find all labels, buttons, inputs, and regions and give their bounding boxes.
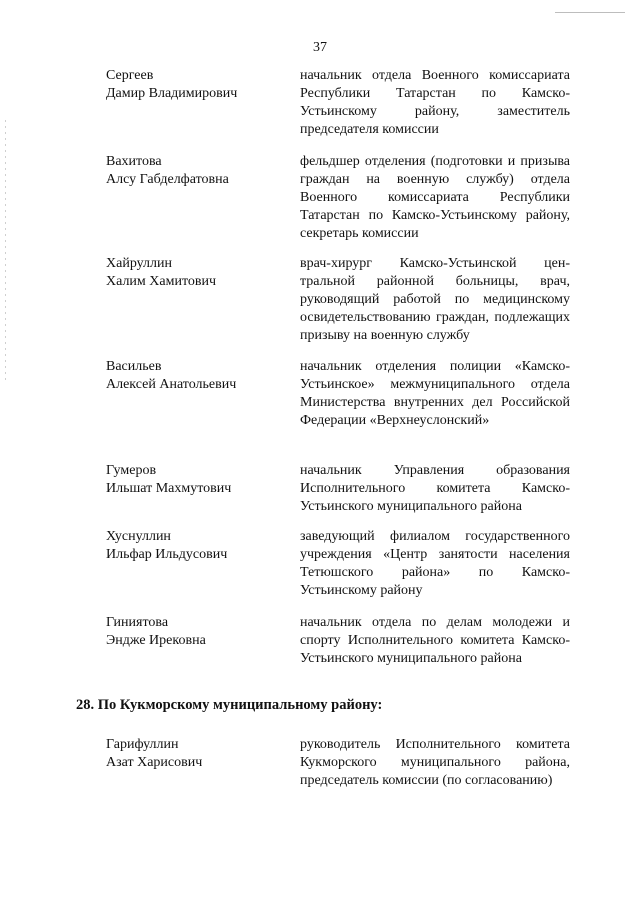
member-role: руководитель Исполнительного комитета Кукморского муниципального района, председатель комиссии (по согласованию) <box>300 737 570 788</box>
member-role: врач-хирург Камско-Устьинской центральной районной больницы, врач, руководящий работой по медицинскому освидетельствованию граждан, подлежащих призыву на военную службу <box>300 256 570 343</box>
section-heading <box>76 696 382 714</box>
member-name <box>106 462 296 498</box>
member-surname: Гарифуллин <box>106 737 179 752</box>
member-name <box>106 736 296 772</box>
member-role: начальник отдела по делам молодежи и спорту Исполнительного комитета Камско-Устьинского муниципального района <box>300 615 570 666</box>
member-role: фельдшер отделения (подготовки и призыва граждан на военную службу) отдела Военного комиссариата Республики Татарстан по Камско-Устьинскому району, секретарь комиссии <box>300 154 570 241</box>
page-number: 37 <box>313 40 327 55</box>
member-given-names: Эндже Ирековна <box>106 633 206 648</box>
member-name <box>106 255 296 291</box>
member-name <box>106 153 296 189</box>
scan-edge-line <box>555 12 625 13</box>
member-surname: Хуснуллин <box>106 529 171 544</box>
member-surname: Хайруллин <box>106 256 172 271</box>
member-given-names: Азат Харисович <box>106 755 203 770</box>
member-role: заведующий филиалом государственного учреждения «Центр занятости населения Тетюшского района» по Камско-Устьинскому району <box>300 529 570 598</box>
member-name <box>106 528 296 564</box>
member-surname: Васильев <box>106 359 162 374</box>
member-role: начальник отделения полиции «Камско-Устьинское» межмуниципального отдела Министерства внутренних дел Российской Федерации «Верхнеуслонский» <box>300 359 570 428</box>
member-given-names: Алсу Габделфатовна <box>106 172 229 187</box>
member-name <box>106 67 296 103</box>
scan-margin-artifact <box>5 120 6 380</box>
member-given-names: Ильфар Ильдусович <box>106 547 228 562</box>
member-given-names: Ильшат Махмутович <box>106 481 232 496</box>
member-name <box>106 614 296 650</box>
member-surname: Гумеров <box>106 463 157 478</box>
member-given-names: Алексей Анатольевич <box>106 377 237 392</box>
member-given-names: Дамир Владимирович <box>106 86 238 101</box>
section-title: По Кукморскому муниципальному району: <box>97 697 383 713</box>
member-surname: Вахитова <box>106 154 162 169</box>
member-given-names: Халим Хамитович <box>106 274 217 289</box>
member-surname: Сергеев <box>106 68 154 83</box>
member-surname: Гиниятова <box>106 615 169 630</box>
member-role: начальник отдела Военного комиссариата Республики Татарстан по Камско-Устьинскому району, заместитель председателя комиссии <box>300 68 570 137</box>
section-number: 28. <box>76 697 95 713</box>
member-name <box>106 358 296 394</box>
member-role: начальник Управления образования Исполнительного комитета Камско-Устьинского муниципального района <box>300 463 570 514</box>
